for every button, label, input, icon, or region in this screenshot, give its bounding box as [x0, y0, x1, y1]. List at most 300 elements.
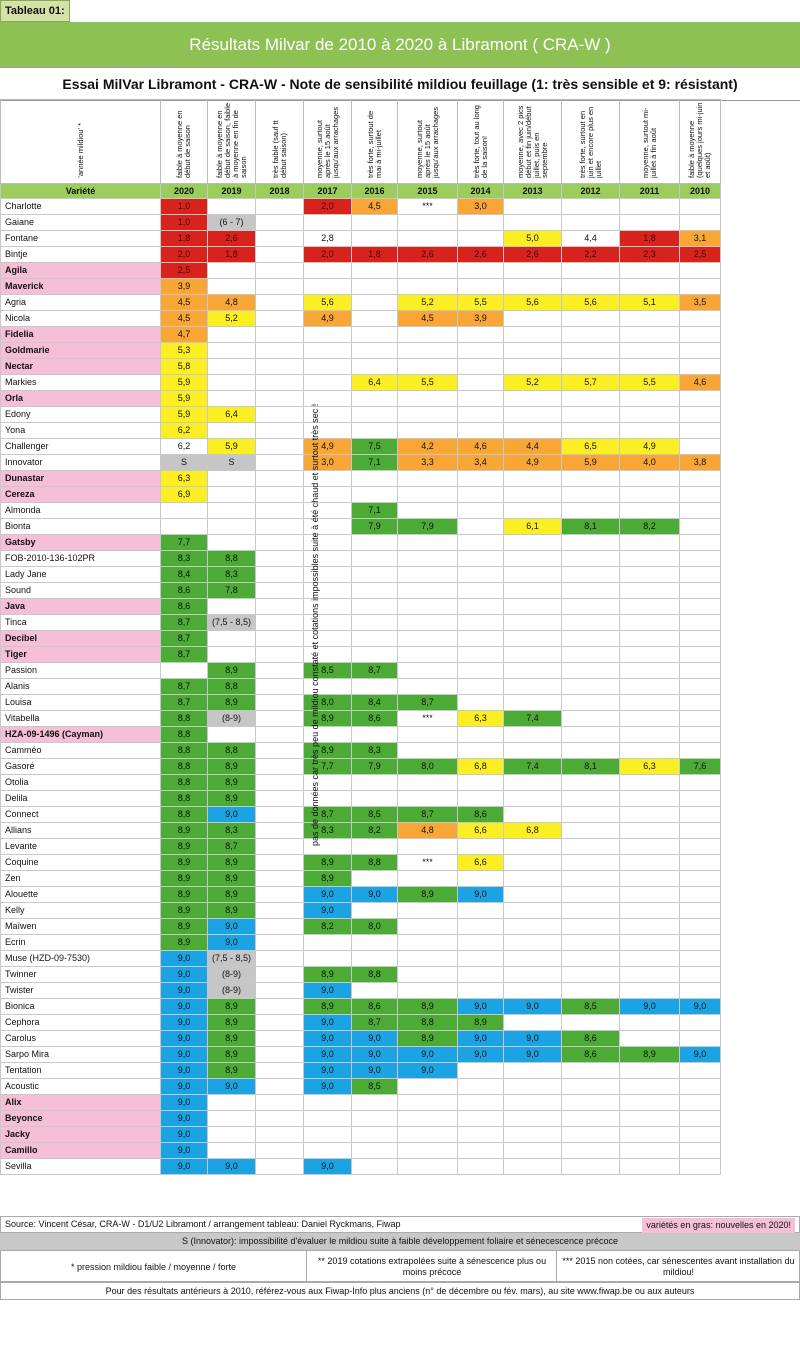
- year-header-2020: 2020: [161, 184, 208, 199]
- score-cell-2010: [680, 551, 721, 567]
- score-cell-2019: [208, 535, 256, 551]
- score-cell-2013: [504, 327, 562, 343]
- score-cell-2018: [256, 279, 304, 295]
- score-cell-2016: 8,7: [352, 1015, 398, 1031]
- score-cell-2013: [504, 695, 562, 711]
- score-cell-2020: 9,0: [161, 1063, 208, 1079]
- score-cell-2013: 4,9: [504, 455, 562, 471]
- score-cell-2012: [562, 487, 620, 503]
- score-cell-2010: [680, 583, 721, 599]
- score-cell-2012: [562, 855, 620, 871]
- variety-name: Vitabella: [1, 711, 161, 727]
- table-row: [1, 903, 721, 919]
- variety-name: Yona: [1, 423, 161, 439]
- score-cell-2014: 9,0: [458, 887, 504, 903]
- score-cell-2012: [562, 887, 620, 903]
- score-cell-2015: [398, 951, 458, 967]
- score-cell-2016: 8,8: [352, 855, 398, 871]
- score-cell-2012: [562, 903, 620, 919]
- score-cell-2016: 8,2: [352, 823, 398, 839]
- score-cell-2020: 8,9: [161, 823, 208, 839]
- score-cell-2011: 8,2: [620, 519, 680, 535]
- pressure-header-2020: [161, 100, 208, 184]
- table-number-label: Tableau 01:: [0, 0, 70, 22]
- score-cell-2015: 8,8: [398, 1015, 458, 1031]
- variety-name: Cereza: [1, 487, 161, 503]
- table-row: [1, 919, 721, 935]
- score-cell-2015: [398, 599, 458, 615]
- score-cell-2010: [680, 615, 721, 631]
- score-cell-2014: [458, 279, 504, 295]
- score-cell-2012: [562, 823, 620, 839]
- score-cell-2018: [256, 1095, 304, 1111]
- score-cell-2014: 3,9: [458, 311, 504, 327]
- score-cell-2012: 8,1: [562, 759, 620, 775]
- score-cell-2017: [304, 359, 352, 375]
- score-cell-2020: 5,9: [161, 375, 208, 391]
- score-cell-2013: [504, 583, 562, 599]
- table-row: [1, 1063, 721, 1079]
- score-cell-2020: 8,9: [161, 871, 208, 887]
- score-cell-2018: [256, 583, 304, 599]
- score-cell-2012: [562, 599, 620, 615]
- score-cell-2019: 2,6: [208, 231, 256, 247]
- score-cell-2016: [352, 647, 398, 663]
- score-cell-2016: 8,8: [352, 967, 398, 983]
- score-cell-2013: [504, 1159, 562, 1175]
- variety-name: Otolia: [1, 775, 161, 791]
- year-header-2018: 2018: [256, 184, 304, 199]
- score-cell-2014: [458, 663, 504, 679]
- score-cell-2011: [620, 775, 680, 791]
- score-cell-2016: [352, 871, 398, 887]
- year-header-2015: 2015: [398, 184, 458, 199]
- score-cell-2013: [504, 663, 562, 679]
- year-header-2010: 2010: [680, 184, 721, 199]
- score-cell-2011: [620, 327, 680, 343]
- variety-name: Lady Jane: [1, 567, 161, 583]
- score-cell-2019: [208, 263, 256, 279]
- score-cell-2013: [504, 1127, 562, 1143]
- table-row: [1, 295, 721, 311]
- pressure-header-2011: [620, 100, 680, 184]
- score-cell-2013: [504, 775, 562, 791]
- score-cell-2018: [256, 775, 304, 791]
- score-cell-2013: 5,0: [504, 231, 562, 247]
- score-cell-2013: [504, 951, 562, 967]
- score-cell-2014: [458, 583, 504, 599]
- score-cell-2015: [398, 919, 458, 935]
- score-cell-2019: (6 - 7): [208, 215, 256, 231]
- score-cell-2011: [620, 1127, 680, 1143]
- score-cell-2019: 8,3: [208, 567, 256, 583]
- variety-name: Sound: [1, 583, 161, 599]
- score-cell-2010: [680, 1127, 721, 1143]
- score-cell-2018: [256, 311, 304, 327]
- score-cell-2013: [504, 311, 562, 327]
- score-cell-2011: [620, 903, 680, 919]
- table-row: [1, 599, 721, 615]
- score-cell-2020: 8,9: [161, 839, 208, 855]
- score-cell-2014: [458, 375, 504, 391]
- score-cell-2011: [620, 1063, 680, 1079]
- score-cell-2018: [256, 743, 304, 759]
- score-cell-2017: 9,0: [304, 1015, 352, 1031]
- score-cell-2010: [680, 823, 721, 839]
- innovator-note: S (Innovator): impossibilité d'évaluer le mildiou suite à faible développement foliaire et sénecescence précoce: [0, 1233, 800, 1250]
- score-cell-2020: 8,3: [161, 551, 208, 567]
- table-row: [1, 695, 721, 711]
- score-cell-2014: 6,6: [458, 855, 504, 871]
- score-cell-2014: [458, 631, 504, 647]
- score-cell-2017: 2,0: [304, 247, 352, 263]
- pressure-header-text: très forte, tout au long de la saison!: [471, 105, 489, 178]
- score-cell-2014: 6,8: [458, 759, 504, 775]
- score-cell-2016: [352, 279, 398, 295]
- score-cell-2012: [562, 839, 620, 855]
- score-cell-2016: [352, 263, 398, 279]
- score-cell-2014: 6,3: [458, 711, 504, 727]
- score-cell-2015: [398, 791, 458, 807]
- note-2018-text: pas de données car très peu de mildiou constaté et cotations impossibles suite à été chaud et surtout très sec !: [310, 403, 320, 847]
- year-header-2012: 2012: [562, 184, 620, 199]
- table-row: [1, 791, 721, 807]
- score-cell-2016: [352, 343, 398, 359]
- score-cell-2016: [352, 471, 398, 487]
- score-cell-2016: 7,1: [352, 503, 398, 519]
- score-cell-2016: [352, 327, 398, 343]
- score-cell-2020: 8,8: [161, 743, 208, 759]
- score-cell-2010: 4,6: [680, 375, 721, 391]
- score-cell-2011: [620, 1095, 680, 1111]
- score-cell-2010: [680, 327, 721, 343]
- score-cell-2012: [562, 695, 620, 711]
- score-cell-2014: [458, 231, 504, 247]
- score-cell-2017: 8,0: [304, 695, 352, 711]
- score-cell-2019: 8,9: [208, 663, 256, 679]
- score-cell-2020: 8,6: [161, 599, 208, 615]
- score-cell-2011: [620, 615, 680, 631]
- score-cell-2014: [458, 1095, 504, 1111]
- variety-name: Louisa: [1, 695, 161, 711]
- score-cell-2019: (8-9): [208, 711, 256, 727]
- score-cell-2018: [256, 1159, 304, 1175]
- score-cell-2015: [398, 343, 458, 359]
- score-cell-2016: [352, 631, 398, 647]
- score-cell-2012: [562, 919, 620, 935]
- score-cell-2019: [208, 391, 256, 407]
- score-cell-2018: [256, 455, 304, 471]
- score-cell-2014: [458, 839, 504, 855]
- variety-name: Fontane: [1, 231, 161, 247]
- score-cell-2013: [504, 359, 562, 375]
- score-cell-2010: [680, 775, 721, 791]
- variety-name: Zen: [1, 871, 161, 887]
- score-cell-2013: 9,0: [504, 999, 562, 1015]
- table-row: [1, 615, 721, 631]
- footnotes-row: [0, 1250, 800, 1282]
- score-cell-2014: [458, 503, 504, 519]
- score-cell-2019: 8,3: [208, 823, 256, 839]
- score-cell-2015: 8,9: [398, 1031, 458, 1047]
- table-row: [1, 759, 721, 775]
- table-row: [1, 1079, 721, 1095]
- score-cell-2017: 8,9: [304, 967, 352, 983]
- score-cell-2010: [680, 423, 721, 439]
- score-cell-2013: [504, 551, 562, 567]
- year-header-2019: 2019: [208, 184, 256, 199]
- score-cell-2011: [620, 359, 680, 375]
- score-cell-2019: 8,8: [208, 679, 256, 695]
- score-cell-2014: 2,6: [458, 247, 504, 263]
- score-cell-2010: 9,0: [680, 999, 721, 1015]
- score-cell-2016: 7,9: [352, 519, 398, 535]
- score-cell-2016: [352, 775, 398, 791]
- score-cell-2019: [208, 631, 256, 647]
- score-cell-2013: 7,4: [504, 711, 562, 727]
- score-cell-2010: [680, 1031, 721, 1047]
- variety-name: Sarpo Mira: [1, 1047, 161, 1063]
- score-cell-2016: [352, 583, 398, 599]
- score-cell-2013: 9,0: [504, 1031, 562, 1047]
- score-cell-2017: 4,9: [304, 439, 352, 455]
- score-cell-2020: 9,0: [161, 1143, 208, 1159]
- score-cell-2019: 8,9: [208, 759, 256, 775]
- new-varieties-note: variétés en gras: nouvelles en 2020!: [642, 1218, 795, 1233]
- score-cell-2019: [208, 343, 256, 359]
- pressure-header-text: très forte, surtout de mai à mi-juillet: [365, 110, 383, 178]
- score-cell-2017: 9,0: [304, 1063, 352, 1079]
- score-cell-2018: [256, 1143, 304, 1159]
- score-cell-2014: [458, 359, 504, 375]
- score-cell-2019: (7,5 - 8,5): [208, 615, 256, 631]
- score-cell-2020: 8,9: [161, 887, 208, 903]
- score-cell-2010: [680, 663, 721, 679]
- score-cell-2013: 2,6: [504, 247, 562, 263]
- score-cell-2016: [352, 487, 398, 503]
- score-cell-2014: [458, 215, 504, 231]
- score-cell-2016: [352, 1143, 398, 1159]
- variety-name: Muse (HZD-09-7530): [1, 951, 161, 967]
- score-cell-2012: [562, 791, 620, 807]
- score-cell-2018: [256, 999, 304, 1015]
- score-cell-2013: [504, 199, 562, 215]
- score-cell-2015: [398, 1159, 458, 1175]
- score-cell-2013: [504, 631, 562, 647]
- score-cell-2012: [562, 1127, 620, 1143]
- score-cell-2010: [680, 343, 721, 359]
- table-row: [1, 999, 721, 1015]
- score-cell-2018: [256, 1079, 304, 1095]
- score-cell-2019: 1,8: [208, 247, 256, 263]
- pressure-header-2019: [208, 100, 256, 184]
- score-cell-2018: [256, 391, 304, 407]
- score-cell-2016: [352, 903, 398, 919]
- score-cell-2015: [398, 775, 458, 791]
- score-cell-2014: [458, 487, 504, 503]
- score-cell-2017: [304, 279, 352, 295]
- pressure-header-2010: [680, 100, 721, 184]
- variety-name: Maïwen: [1, 919, 161, 935]
- score-cell-2016: 8,4: [352, 695, 398, 711]
- score-cell-2015: 8,0: [398, 759, 458, 775]
- score-cell-2018: [256, 407, 304, 423]
- score-cell-2019: 5,2: [208, 311, 256, 327]
- table-row: [1, 807, 721, 823]
- score-cell-2016: 9,0: [352, 1063, 398, 1079]
- variety-name: Maverick: [1, 279, 161, 295]
- variety-name: Challenger: [1, 439, 161, 455]
- score-cell-2015: [398, 615, 458, 631]
- score-cell-2014: [458, 343, 504, 359]
- score-cell-2015: [398, 663, 458, 679]
- score-cell-2020: 1,0: [161, 215, 208, 231]
- score-cell-2016: [352, 615, 398, 631]
- variety-name: Gatsby: [1, 535, 161, 551]
- table-row: [1, 455, 721, 471]
- score-cell-2019: [208, 487, 256, 503]
- score-cell-2014: 8,6: [458, 807, 504, 823]
- score-cell-2013: [504, 215, 562, 231]
- score-cell-2019: 8,9: [208, 887, 256, 903]
- variety-name: Delila: [1, 791, 161, 807]
- score-cell-2011: [620, 919, 680, 935]
- table-row: [1, 951, 721, 967]
- score-cell-2013: [504, 903, 562, 919]
- score-cell-2012: 8,1: [562, 519, 620, 535]
- score-cell-2010: [680, 199, 721, 215]
- score-cell-2013: [504, 1143, 562, 1159]
- score-cell-2015: [398, 423, 458, 439]
- score-cell-2013: [504, 647, 562, 663]
- year-header-row: [1, 184, 721, 199]
- pressure-header-2018: [256, 100, 304, 184]
- score-cell-2013: [504, 471, 562, 487]
- score-cell-2010: 3,8: [680, 455, 721, 471]
- score-cell-2015: [398, 231, 458, 247]
- score-cell-2012: [562, 743, 620, 759]
- pressure-header-2015: [398, 100, 458, 184]
- score-cell-2016: [352, 951, 398, 967]
- score-cell-2010: [680, 471, 721, 487]
- score-cell-2019: [208, 279, 256, 295]
- score-cell-2020: 8,4: [161, 567, 208, 583]
- score-cell-2018: [256, 247, 304, 263]
- score-cell-2020: [161, 519, 208, 535]
- table-row: [1, 855, 721, 871]
- score-cell-2016: [352, 679, 398, 695]
- table-row: [1, 247, 721, 263]
- score-cell-2014: [458, 791, 504, 807]
- score-cell-2014: [458, 615, 504, 631]
- score-cell-2018: [256, 823, 304, 839]
- score-cell-2013: [504, 599, 562, 615]
- score-cell-2013: 5,6: [504, 295, 562, 311]
- score-cell-2016: 6,4: [352, 375, 398, 391]
- score-cell-2019: 9,0: [208, 919, 256, 935]
- score-cell-2019: (8-9): [208, 983, 256, 999]
- score-cell-2015: [398, 679, 458, 695]
- variety-name: Tentation: [1, 1063, 161, 1079]
- score-cell-2013: 9,0: [504, 1047, 562, 1063]
- score-cell-2019: 8,9: [208, 871, 256, 887]
- score-cell-2020: 8,7: [161, 615, 208, 631]
- score-cell-2020: 9,0: [161, 967, 208, 983]
- score-cell-2017: 8,9: [304, 999, 352, 1015]
- score-cell-2020: 5,3: [161, 343, 208, 359]
- table-row: [1, 231, 721, 247]
- score-cell-2013: [504, 1079, 562, 1095]
- score-cell-2018: [256, 871, 304, 887]
- score-cell-2018: [256, 951, 304, 967]
- score-cell-2018: [256, 567, 304, 583]
- score-cell-2012: [562, 359, 620, 375]
- table-row: [1, 1143, 721, 1159]
- score-cell-2020: 8,8: [161, 791, 208, 807]
- pressure-header-text: moyenne, surtout après le 15 août jusqu'aux arrachages: [314, 106, 340, 178]
- score-cell-2013: [504, 263, 562, 279]
- score-cell-2019: 8,9: [208, 1047, 256, 1063]
- score-cell-2019: 8,9: [208, 1031, 256, 1047]
- score-cell-2019: 8,7: [208, 839, 256, 855]
- score-cell-2019: [208, 647, 256, 663]
- score-cell-2016: 9,0: [352, 887, 398, 903]
- score-cell-2011: [620, 743, 680, 759]
- score-cell-2010: [680, 967, 721, 983]
- score-cell-2015: [398, 631, 458, 647]
- pressure-header-text: très forte, surtout en juin et encore plus en juillet: [577, 106, 603, 178]
- score-cell-2012: 8,5: [562, 999, 620, 1015]
- score-cell-2012: [562, 503, 620, 519]
- variety-name: Alix: [1, 1095, 161, 1111]
- variety-name: Gaiane: [1, 215, 161, 231]
- score-cell-2020: 8,7: [161, 631, 208, 647]
- score-cell-2016: 8,3: [352, 743, 398, 759]
- source-text: Source: Vincent César, CRA-W - D1/U2 Libramont / arrangement tableau: Daniel Ryckmans, Fiwap: [5, 1219, 401, 1229]
- score-cell-2010: [680, 839, 721, 855]
- table-row: [1, 1111, 721, 1127]
- score-cell-2019: [208, 471, 256, 487]
- score-cell-2020: 4,7: [161, 327, 208, 343]
- score-cell-2011: [620, 311, 680, 327]
- table-row: [1, 839, 721, 855]
- score-cell-2016: [352, 407, 398, 423]
- variety-name: Acoustic: [1, 1079, 161, 1095]
- score-cell-2016: 9,0: [352, 1047, 398, 1063]
- score-cell-2020: 8,9: [161, 919, 208, 935]
- table-row: [1, 1047, 721, 1063]
- table-row: [1, 503, 721, 519]
- score-cell-2014: [458, 327, 504, 343]
- score-cell-2013: [504, 727, 562, 743]
- score-cell-2019: S: [208, 455, 256, 471]
- score-cell-2010: [680, 599, 721, 615]
- score-cell-2011: 9,0: [620, 999, 680, 1015]
- table-row: [1, 887, 721, 903]
- score-cell-2012: 2,2: [562, 247, 620, 263]
- score-cell-2010: [680, 791, 721, 807]
- variety-name: Alouette: [1, 887, 161, 903]
- score-cell-2010: [680, 711, 721, 727]
- score-cell-2020: 5,9: [161, 407, 208, 423]
- score-cell-2013: [504, 887, 562, 903]
- score-cell-2011: [620, 407, 680, 423]
- score-cell-2018: [256, 663, 304, 679]
- score-cell-2020: 8,7: [161, 695, 208, 711]
- score-cell-2017: 8,9: [304, 871, 352, 887]
- score-cell-2015: [398, 903, 458, 919]
- score-cell-2010: [680, 439, 721, 455]
